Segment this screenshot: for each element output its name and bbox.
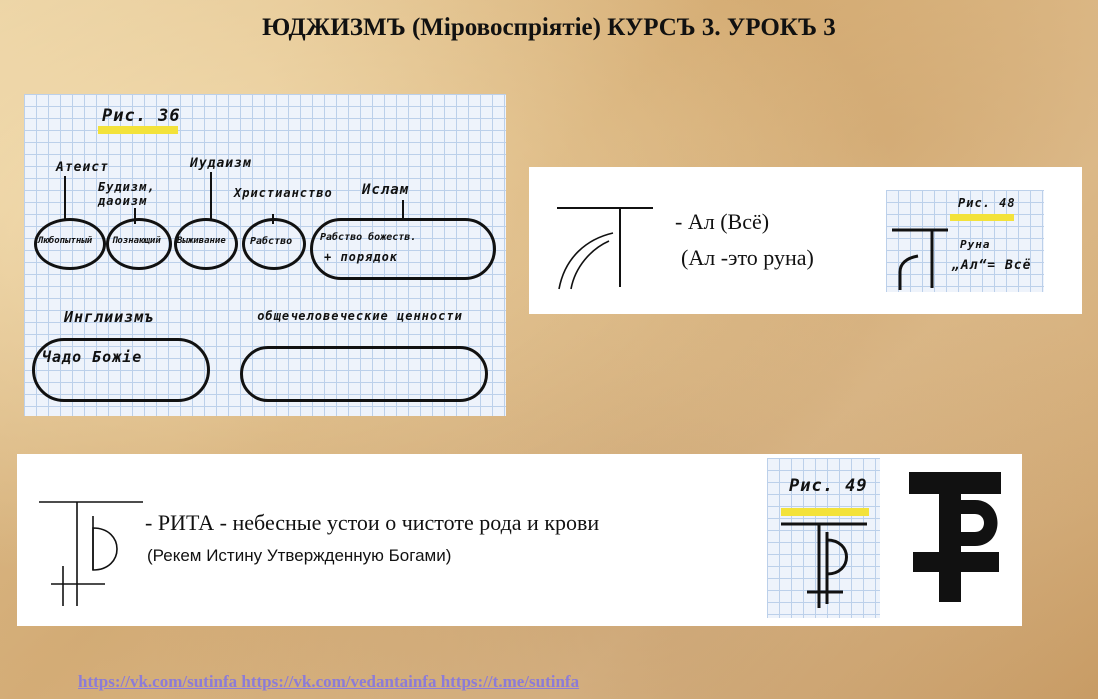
pill-child-of-god-label: Чадо Божіе <box>42 348 143 366</box>
pill-universal-values <box>240 346 488 402</box>
label-buddhism: Будизм, даоизм <box>98 180 156 208</box>
figure-36-label-highlight <box>98 126 178 134</box>
oval-survival-label: Выживание <box>177 236 226 246</box>
figure-49-label-highlight <box>781 508 869 516</box>
figure-48-label: Рис. 48 <box>958 196 1016 210</box>
figure-48-label-highlight <box>950 214 1014 221</box>
footer-links[interactable]: https://vk.com/sutinfa https://vk.com/vedantainfa https://t.me/sutinfa <box>78 672 580 691</box>
figure-36-image <box>24 94 506 416</box>
connector-line <box>210 172 212 220</box>
label-christianity: Христианство <box>234 186 333 200</box>
page-title: ЮДЖИЗМЪ (Міровоспріятіе) КУРСЪ 3. УРОКЪ 3 <box>262 14 836 41</box>
al-line2: (Ал -это руна) <box>681 245 814 270</box>
rita-rune-drawing <box>33 466 153 626</box>
al-line1: - Ал (Всё) <box>675 209 770 234</box>
panel-al <box>529 167 1082 314</box>
figure-49-image <box>767 458 880 618</box>
figure-48-rune-word: Руна <box>960 238 991 251</box>
oval-slavery-label: Рабство <box>250 236 293 247</box>
rita-line2: (Рекем Истину Утвержденную Богами) <box>147 546 452 565</box>
panel-rita <box>17 454 1022 626</box>
rita-rune-bold-symbol <box>905 470 1005 606</box>
al-rune-drawing <box>551 197 671 307</box>
figure-36-label: Рис. 36 <box>102 106 181 126</box>
pill-islam-line2: + порядок <box>324 250 399 264</box>
pill-islam <box>310 218 496 280</box>
connector-line <box>64 176 66 220</box>
connector-line <box>402 200 404 220</box>
rita-line1: - РИТА - небесные устои о чистоте рода и крови <box>145 510 600 535</box>
label-atheist: Атеист <box>56 160 109 175</box>
label-englism: Инглиизмъ <box>64 308 155 326</box>
figure-49-label: Рис. 49 <box>789 476 868 496</box>
al-rune-figure <box>886 220 956 300</box>
figure-48-image <box>886 190 1044 292</box>
figure-48-equation: „Ал“= Всё <box>952 258 1032 273</box>
rita-rune-figure <box>767 516 880 616</box>
oval-curious-label: Любопытный <box>38 236 93 246</box>
oval-cognizing-label: Познающий <box>112 236 161 246</box>
label-judaism: Иудаизм <box>190 156 252 171</box>
label-islam: Ислам <box>362 182 410 198</box>
label-universal-values: общечеловеческие ценности <box>257 309 463 323</box>
pill-islam-line1: Рабство божеств. <box>320 232 417 243</box>
